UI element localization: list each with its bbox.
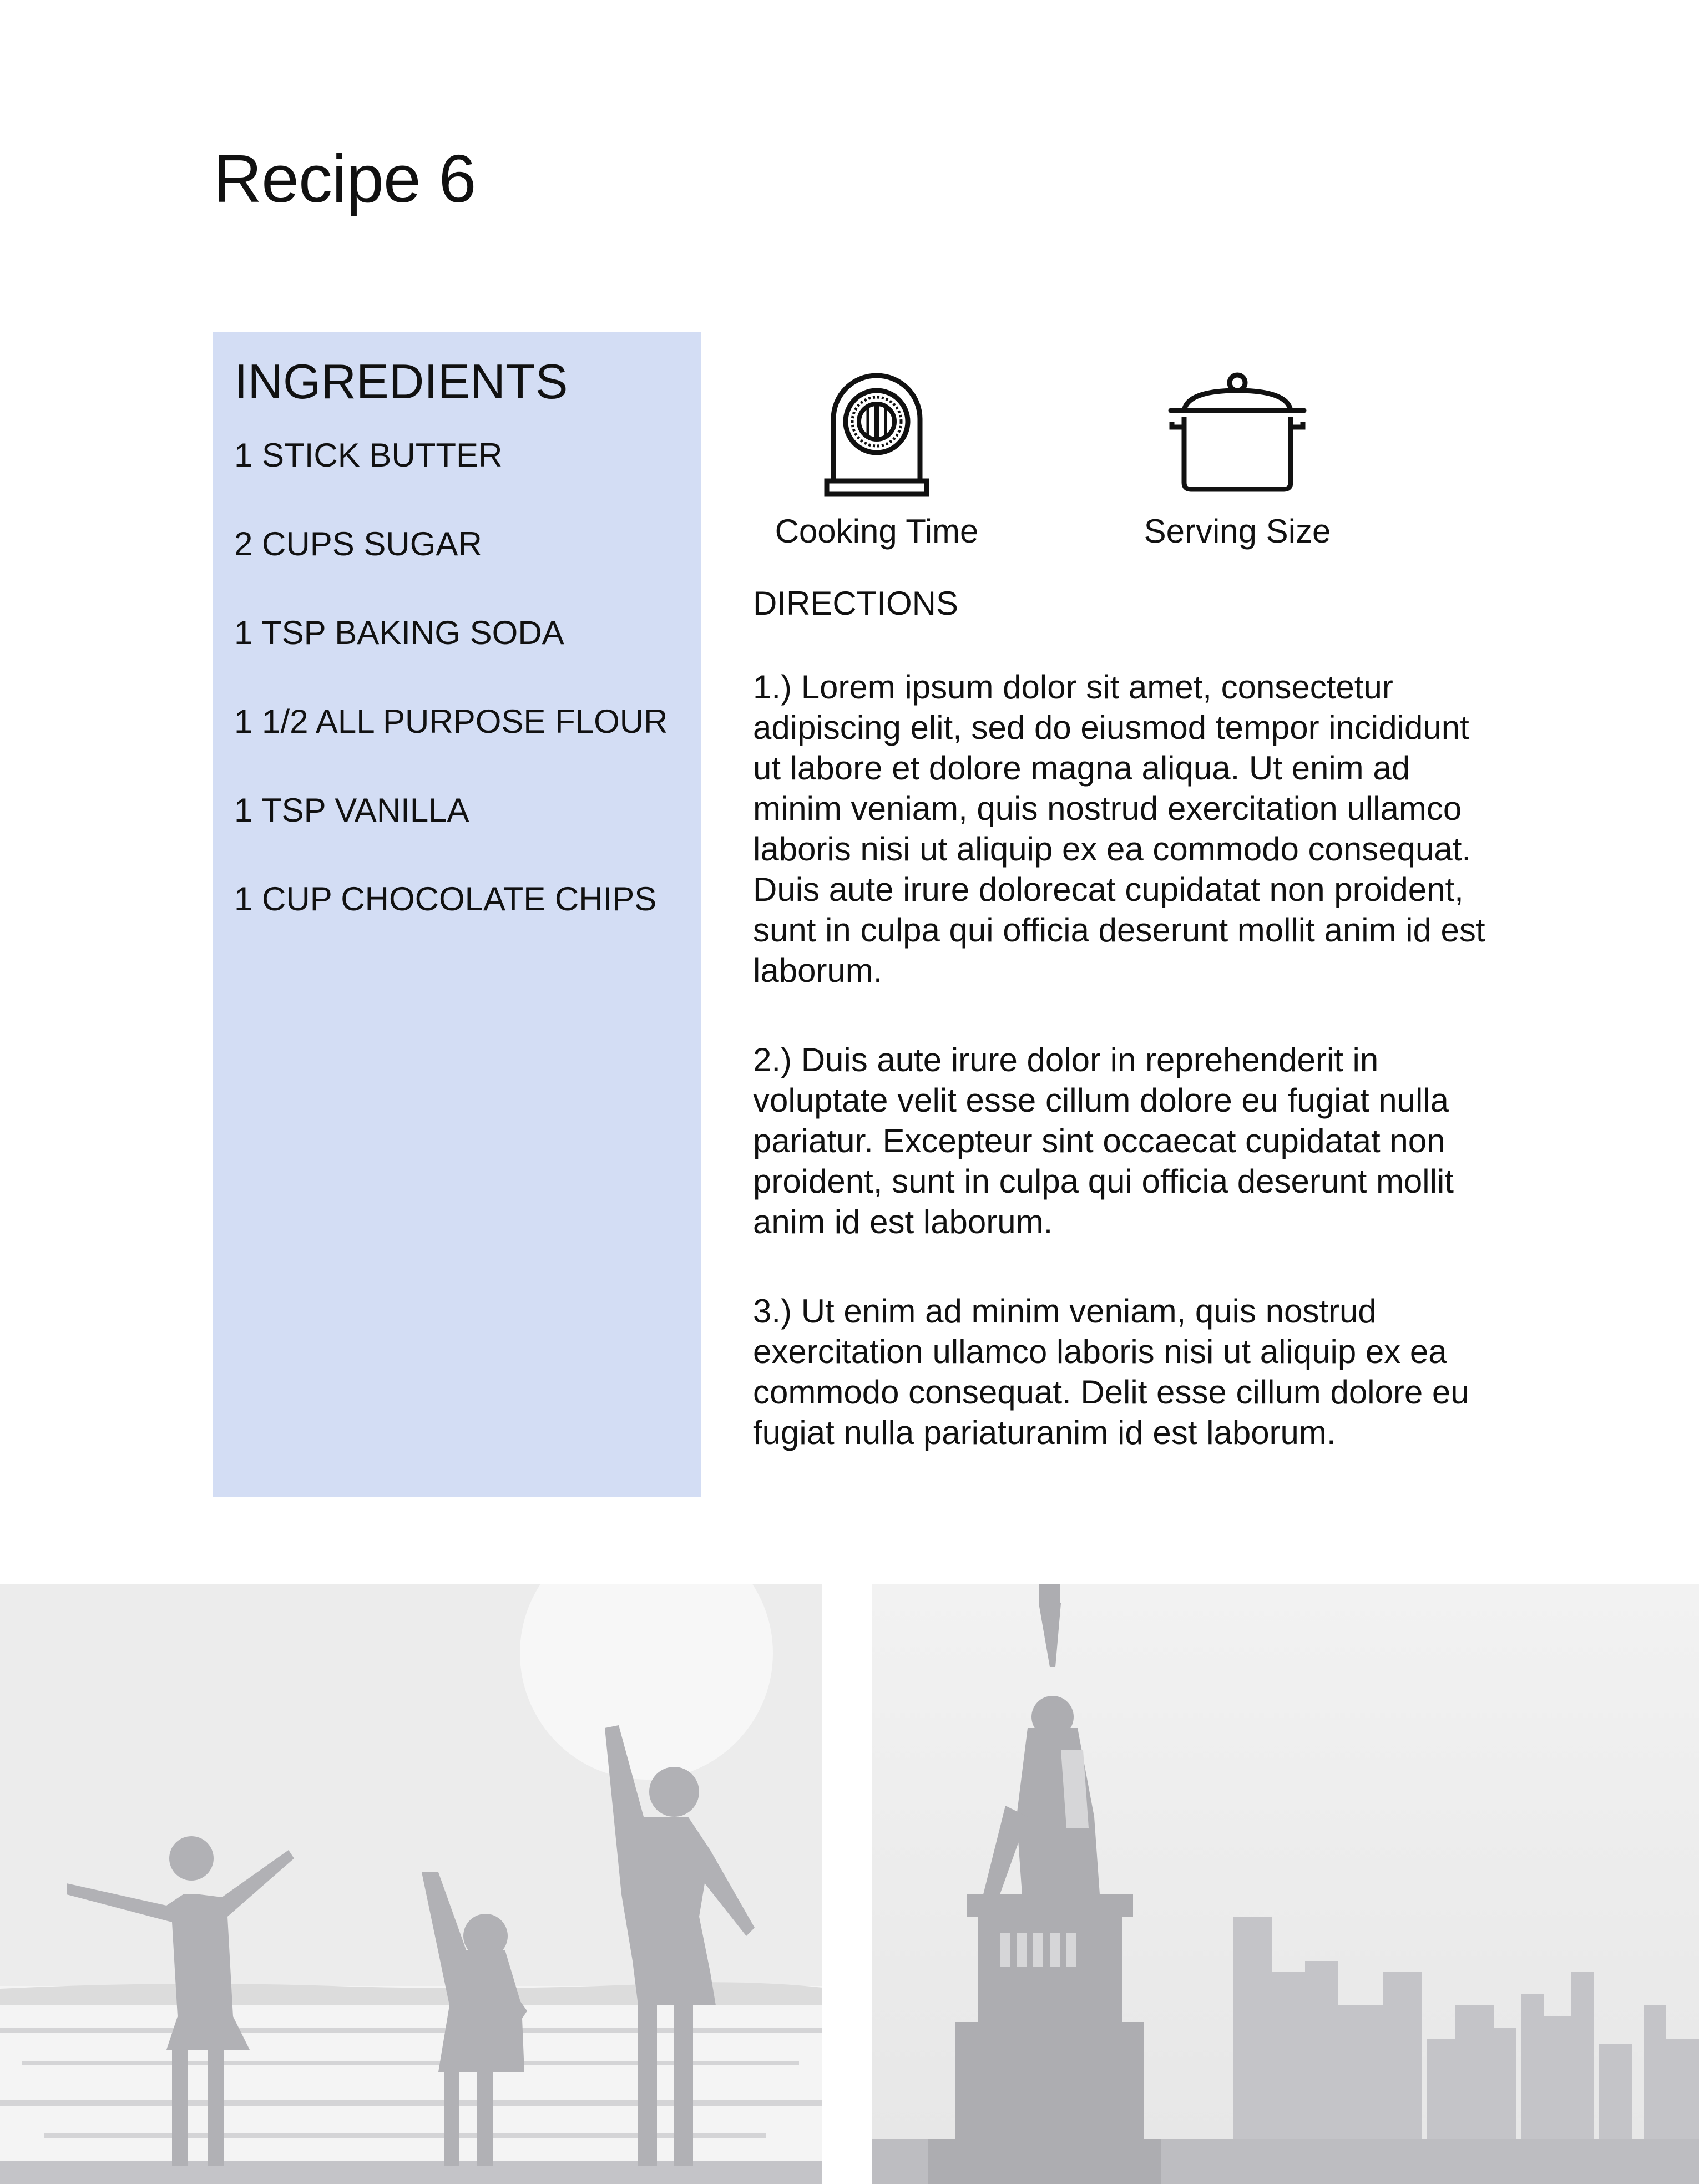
ingredient-list [234,435,701,919]
cooking-pot-icon [1165,366,1309,499]
ingredient-item: 1 STICK BUTTER [234,436,503,474]
page-title: Recipe 6 [213,141,476,216]
directions-section [753,584,1485,1502]
direction-step: 3.) Ut enim ad minim veniam, quis nostrud exercitation ullamco laboris nisi ut aliquip ex ea commodo consequat. Delit esse cillum dolore eu fugiat nulla pariaturanim id est laborum. [753,1293,1469,1451]
direction-step: 1.) Lorem ipsum dolor sit amet, consectetur adipiscing elit, sed do eiusmod tempor incididunt ut labore et dolore magna aliqua. Ut enim ad minim veniam, quis nostrud exercitation ullamco laboris nisi ut aliquip ex ea commodo consequat. Duis aute irure dolorecat cupidatat non proident, sunt in culpa qui officia deserunt mollit anim id est laborum. [753,668,1485,989]
ingredient-item: 1 CUP CHOCOLATE CHIPS [234,880,657,918]
cooking-time-label: Cooking Time [775,513,979,550]
ingredients-panel [213,332,701,1497]
kitchen-timer-icon [821,366,932,499]
beach-children-photo [0,1584,822,2184]
cooking-time-block [766,366,988,551]
ingredient-item: 1 1/2 ALL PURPOSE FLOUR [234,702,668,740]
ingredient-item: 1 TSP VANILLA [234,791,469,829]
ingredients-heading: INGREDIENTS [234,354,568,409]
serving-size-block [1126,366,1348,551]
direction-step: 2.) Duis aute irure dolor in reprehenderit in voluptate velit esse cillum dolore eu fugiat nulla pariatur. Excepteur sint occaecat cupidatat non proident, sunt in culpa qui officia deserunt mollit anim id est laborum. [753,1041,1454,1240]
serving-size-label: Serving Size [1144,513,1331,550]
ingredient-item: 2 CUPS SUGAR [234,525,482,563]
statue-of-liberty-photo [872,1584,1699,2184]
directions-heading: DIRECTIONS [753,585,959,622]
ingredient-item: 1 TSP BAKING SODA [234,614,564,651]
